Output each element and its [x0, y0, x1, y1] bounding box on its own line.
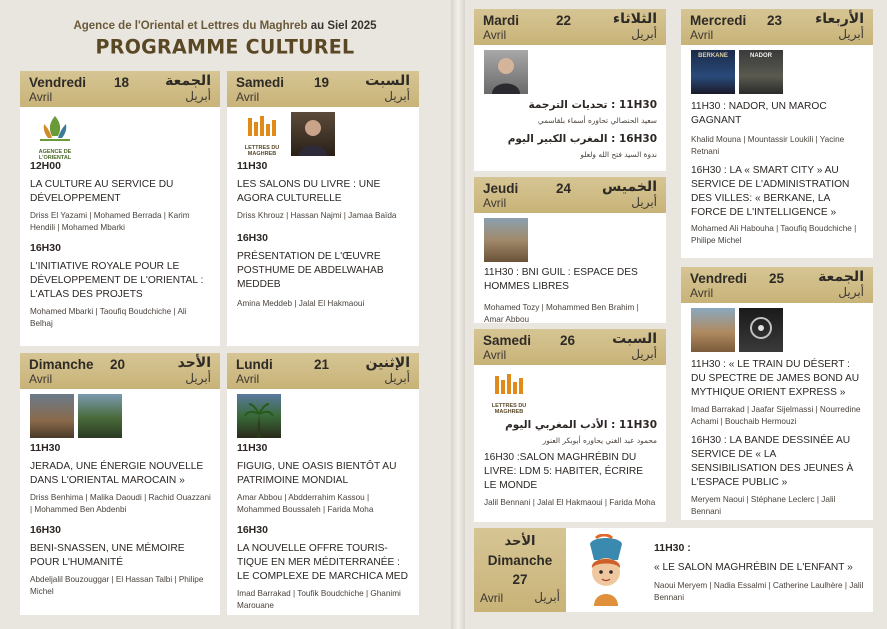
event-title: 11H30 : الأدب المغربي اليوم	[505, 419, 657, 431]
event-title: BENI-SNASSEN, UNE MÉMOIRE POUR L'HUMANITÉ	[30, 543, 185, 568]
month: Avril	[483, 196, 507, 210]
event-title: JERADA, UNE ÉNERGIE NOUVELLE DANS L'ORIENTAL MAROCAIN »	[30, 461, 204, 486]
event-speakers: Imad Barrakad | Jaafar Sijelmassi | Nourredine Achami | Bouchaib Hermouzi	[691, 405, 861, 426]
day-name: Dimanche	[29, 357, 94, 372]
day-name-ar: السبت	[612, 331, 657, 347]
page-title: PROGRAMME CULTUREL	[95, 35, 355, 59]
month: Avril	[236, 90, 260, 104]
event-speakers: ندوة السيد فتح الله ولعلو	[580, 150, 657, 159]
month: Avril	[29, 90, 53, 104]
event-title: LES SALONS DU LIVRE : UNE AGORA CULTURELLE	[237, 179, 381, 204]
header-subtitle: Agence de l'Oriental et Lettres du Maghreb au Siel 2025	[73, 20, 377, 32]
month: Avril	[236, 372, 260, 386]
month: Avril	[690, 286, 714, 300]
nador-book-cover: NADOR	[739, 50, 783, 94]
page-fold	[451, 0, 465, 629]
day-name: Mercredi	[690, 13, 747, 28]
day-header	[474, 329, 666, 365]
day-name: Dimanche	[487, 553, 553, 568]
event-title: PRÉSENTATION DE L'ŒUVRE POSTHUME DE ABDELWAHAB MEDDEB	[237, 251, 384, 290]
event-time: 16H30	[237, 232, 268, 244]
event-title: 16H30 : المغرب الكبير اليوم	[507, 133, 657, 145]
day-name: Mardi	[483, 13, 520, 28]
day-card-mardi-22	[474, 9, 666, 171]
event-title: 11H30 : BNI GUIL : ESPACE DES HOMMES LIBRES	[484, 267, 638, 292]
day-card-vendredi-25	[681, 267, 873, 520]
event-title: 16H30 : LA « SMART CITY » AU SERVICE DE L'ADMINISTRATION DES VILLES: « BERKANE, LA FORCE DE L'INTELLIGENCE »	[691, 165, 850, 218]
month: Avril	[29, 372, 53, 386]
jerada-book-cover	[30, 394, 74, 438]
event-speakers: Driss Khrouz | Hassan Najmi | Jamaa Baïda	[237, 211, 397, 220]
event-title: 11H30 : NADOR, UN MAROC GAGNANT	[691, 101, 827, 126]
day-name-ar: السبت	[365, 73, 410, 89]
lettres-du-maghreb-logo: LETTRES DU MAGHREB	[484, 370, 534, 414]
day-number: 24	[556, 181, 572, 196]
event-time: 16H30	[30, 242, 61, 254]
lettres-du-maghreb-logo: LETTRES DU MAGHREB	[237, 112, 287, 156]
day-name: Vendredi	[29, 75, 87, 90]
day-header	[474, 177, 666, 213]
month-ar: أبريل	[384, 89, 410, 103]
event-title: LA NOUVELLE OFFRE TOURIS-TIQUE EN MER MÉDITERRANÉE : LE COMPLEXE DE MARCHICA MED	[237, 543, 408, 582]
month: Avril	[480, 591, 504, 605]
day-name-ar: الأربعاء	[815, 11, 864, 27]
month-ar: أبريل	[185, 89, 211, 103]
event-time: 12H00	[30, 160, 61, 172]
day-number: 22	[556, 13, 572, 28]
event-speakers: Mohamed Mbarki | Taoufiq Boudchiche | Ali Belhaj	[30, 307, 187, 328]
day-name-ar: الجمعة	[165, 73, 211, 89]
oriental-logo: AGENCE DE L'ORIENTAL	[30, 112, 80, 156]
month-ar: أبريل	[838, 285, 864, 299]
day-name: Vendredi	[690, 271, 748, 286]
day-header	[20, 71, 220, 107]
month-ar: أبريل	[185, 371, 211, 385]
event-title: FIGUIG, UNE OASIS BIENTÔT AU PATRIMOINE MONDIAL	[237, 461, 397, 486]
day-card-samedi-19	[227, 71, 419, 346]
day-card-mercredi-23	[681, 9, 873, 258]
day-header	[227, 353, 419, 389]
day-header	[20, 353, 220, 389]
event-speakers: Naoui Meryem | Nadia Essalmi | Catherine Laulhère | Jalil Bennani	[654, 581, 864, 602]
day-name: Lundi	[236, 357, 273, 372]
month-ar: أبريل	[384, 371, 410, 385]
event-title: 11H30 : تحديات الترجمة	[528, 99, 657, 111]
month-ar: أبريل	[631, 27, 657, 41]
day-header	[227, 71, 419, 107]
event-speakers: Driss Benhima | Malika Daoudi | Rachid Ouazzani | Mohammed Ben Abdenbi	[30, 493, 211, 514]
berkane-book-cover: BERKANE	[691, 50, 735, 94]
day-header	[681, 9, 873, 45]
event-title: 11H30 : « LE TRAIN DU DÉSERT : DU SPECTRE DE JAMES BOND AU MYTHIQUE ORIENT EXPRESS »	[691, 359, 860, 398]
event-title: L'INITIATIVE ROYALE POUR LE DÉVELOPPEMENT DE L'ORIENTAL : L'ATLAS DES PROJETS	[30, 261, 204, 300]
day-card-dimanche-20	[20, 353, 220, 615]
event-time: 16H30	[30, 524, 61, 536]
day-name-ar: الثلاثاء	[612, 11, 657, 27]
bni-guil-photo	[484, 218, 528, 262]
day-name-ar: الإثنين	[365, 355, 410, 371]
event-speakers: Khalid Mouna | Mountassir Loukili | Yacine Retnani	[691, 135, 845, 156]
event-speakers: Amar Abbou | Abdderrahim Kassou | Mohammed Boussaleh | Farida Moha	[237, 493, 374, 514]
month-ar: أبريل	[534, 590, 560, 604]
day-number: 26	[560, 333, 576, 348]
event-time: 11H30	[30, 442, 61, 454]
speaker-photo	[484, 50, 528, 94]
day-name-ar: الجمعة	[818, 269, 864, 285]
child-illustration	[578, 534, 634, 606]
event-title: « LE SALON MAGHRÉBIN DE L'ENFANT »	[654, 562, 853, 573]
day-header-dimanche-27	[474, 528, 566, 612]
event-title: LA CULTURE AU SERVICE DU DÉVELOPPEMENT	[30, 179, 174, 204]
event-speakers: Mohamed Tozy | Mohammed Ben Brahim | Amar Abbou	[484, 303, 639, 323]
train-photo	[691, 308, 735, 352]
day-number: 23	[767, 13, 783, 28]
day-header	[681, 267, 873, 303]
day-number: 20	[110, 357, 126, 372]
event-speakers: Meryem Naoui | Stéphane Leclerc | Jalil Bennani	[691, 495, 836, 516]
day-name-ar: الخميس	[601, 179, 657, 195]
day-name: Samedi	[236, 75, 285, 90]
event-speakers: محمود عبد الغني يحاوره أبوبكر العنور	[542, 436, 657, 445]
event-speakers: Abdeljalil Bouzouggar | El Hassan Talbi | Philipe Michel	[30, 575, 204, 596]
day-name-ar: الأحد	[177, 355, 211, 371]
event-time: 11H30	[237, 442, 268, 454]
day-name-ar: الأحد	[504, 534, 536, 549]
event-speakers: Imad Barrakad | Toufik Boudchiche | Ghanimi Marouane	[237, 589, 401, 610]
event-speakers: Amina Meddeb | Jalal El Hakmaoui	[237, 299, 365, 308]
day-name: Samedi	[483, 333, 532, 348]
event-speakers: Driss El Yazami | Mohamed Berrada | Karim Hendili | Mohamed Mbarki	[30, 211, 190, 232]
comic-book-cover	[739, 308, 783, 352]
day-number: 25	[769, 271, 785, 286]
event-title: 16H30 : LA BANDE DESSINÉE AU SERVICE DE « LA SENSIBILISATION DES JEUNES À L'ESPACE PUBLIC »	[691, 435, 854, 488]
day-header	[474, 9, 666, 45]
event-speakers: سعيد الحنصالي تحاوره أسماء بلقاسمي	[537, 116, 657, 125]
speaker-photo	[291, 112, 335, 156]
month-ar: أبريل	[838, 27, 864, 41]
day-card-vendredi-18	[20, 71, 220, 346]
day-name: Jeudi	[483, 181, 519, 196]
day-card-jeudi-24	[474, 177, 666, 323]
month: Avril	[483, 348, 507, 362]
event-time: 11H30 :	[654, 542, 691, 554]
month-ar: أبريل	[631, 195, 657, 209]
month-ar: أبريل	[631, 347, 657, 361]
month: Avril	[690, 28, 714, 42]
event-title: 16H30 :SALON MAGHRÉBIN DU LIVRE: LDM 5: HABITER, ÉCRIRE LE MONDE	[484, 452, 644, 491]
landscape-photo	[78, 394, 122, 438]
day-card-lundi-21	[227, 353, 419, 615]
event-time: 11H30	[237, 160, 268, 172]
figuig-book-cover	[237, 394, 281, 438]
day-number: 21	[314, 357, 330, 372]
month: Avril	[483, 28, 507, 42]
event-speakers: Mohamed Ali Habouha | Taoufiq Boudchiche | Philipe Michel	[691, 224, 857, 245]
event-time: 16H30	[237, 524, 268, 536]
day-number: 18	[114, 75, 130, 90]
day-card-samedi-26	[474, 329, 666, 522]
day-card-dimanche-27	[566, 528, 873, 612]
day-number: 27	[512, 572, 528, 587]
event-speakers: Jalil Bennani | Jalal El Hakmaoui | Farida Moha	[484, 498, 656, 507]
day-number: 19	[314, 75, 330, 90]
